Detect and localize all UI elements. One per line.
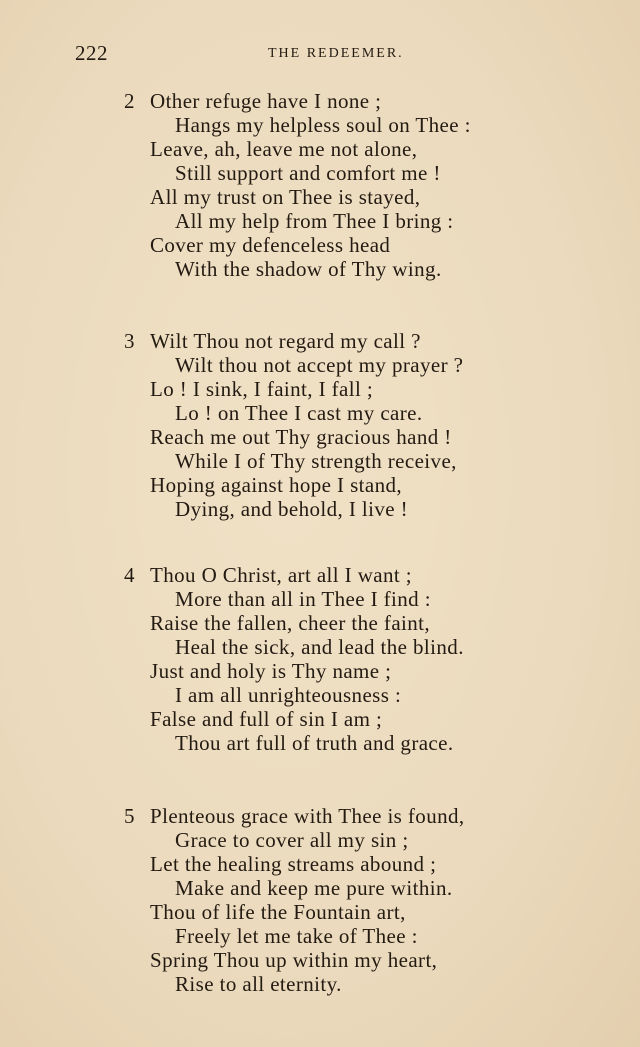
verse-line: Plenteous grace with Thee is found, <box>150 804 465 828</box>
verse-line: Wilt thou not accept my prayer ? <box>175 353 464 377</box>
verse-line: Leave, ah, leave me not alone, <box>150 137 418 161</box>
verse-line: Dying, and behold, I live ! <box>175 497 409 521</box>
verse-line: Hoping against hope I stand, <box>150 473 403 497</box>
verse-line: Reach me out Thy gracious hand ! <box>150 425 452 449</box>
verse-line: Make and keep me pure within. <box>175 876 453 900</box>
verse-line: While I of Thy strength receive, <box>175 449 457 473</box>
verse-line: I am all unrighteousness : <box>175 683 402 707</box>
verse-line: Still support and comfort me ! <box>175 161 441 185</box>
verse-line: All my trust on Thee is stayed, <box>150 185 421 209</box>
verse-line: Grace to cover all my sin ; <box>175 828 409 852</box>
stanza-number: 2 <box>124 89 135 113</box>
stanza-number: 3 <box>124 329 135 353</box>
verse-line: More than all in Thee I find : <box>175 587 431 611</box>
verse-line: Lo ! on Thee I cast my care. <box>175 401 423 425</box>
verse-line: Other refuge have I none ; <box>150 89 382 113</box>
verse-line: Lo ! I sink, I faint, I fall ; <box>150 377 374 401</box>
verse-line: Wilt Thou not regard my call ? <box>150 329 421 353</box>
verse-line: Thou O Christ, art all I want ; <box>150 563 413 587</box>
verse-line: Freely let me take of Thee : <box>175 924 418 948</box>
verse-line: Thou art full of truth and grace. <box>175 731 454 755</box>
verse-line: With the shadow of Thy wing. <box>175 257 442 281</box>
verse-line: All my help from Thee I bring : <box>175 209 454 233</box>
verse-line: False and full of sin I am ; <box>150 707 383 731</box>
verse-line: Rise to all eternity. <box>175 972 342 996</box>
verse-line: Let the healing streams abound ; <box>150 852 437 876</box>
verse-line: Spring Thou up within my heart, <box>150 948 438 972</box>
verse-line: Heal the sick, and lead the blind. <box>175 635 464 659</box>
verse-line: Raise the fallen, cheer the faint, <box>150 611 431 635</box>
verse-line: Thou of life the Fountain art, <box>150 900 406 924</box>
verse-line: Hangs my helpless soul on Thee : <box>175 113 471 137</box>
running-title: THE REDEEMER. <box>268 46 404 61</box>
verse-line: Cover my defenceless head <box>150 233 391 257</box>
page-number: 222 <box>75 41 108 65</box>
stanza-number: 4 <box>124 563 135 587</box>
verse-line: Just and holy is Thy name ; <box>150 659 392 683</box>
stanza-number: 5 <box>124 804 135 828</box>
